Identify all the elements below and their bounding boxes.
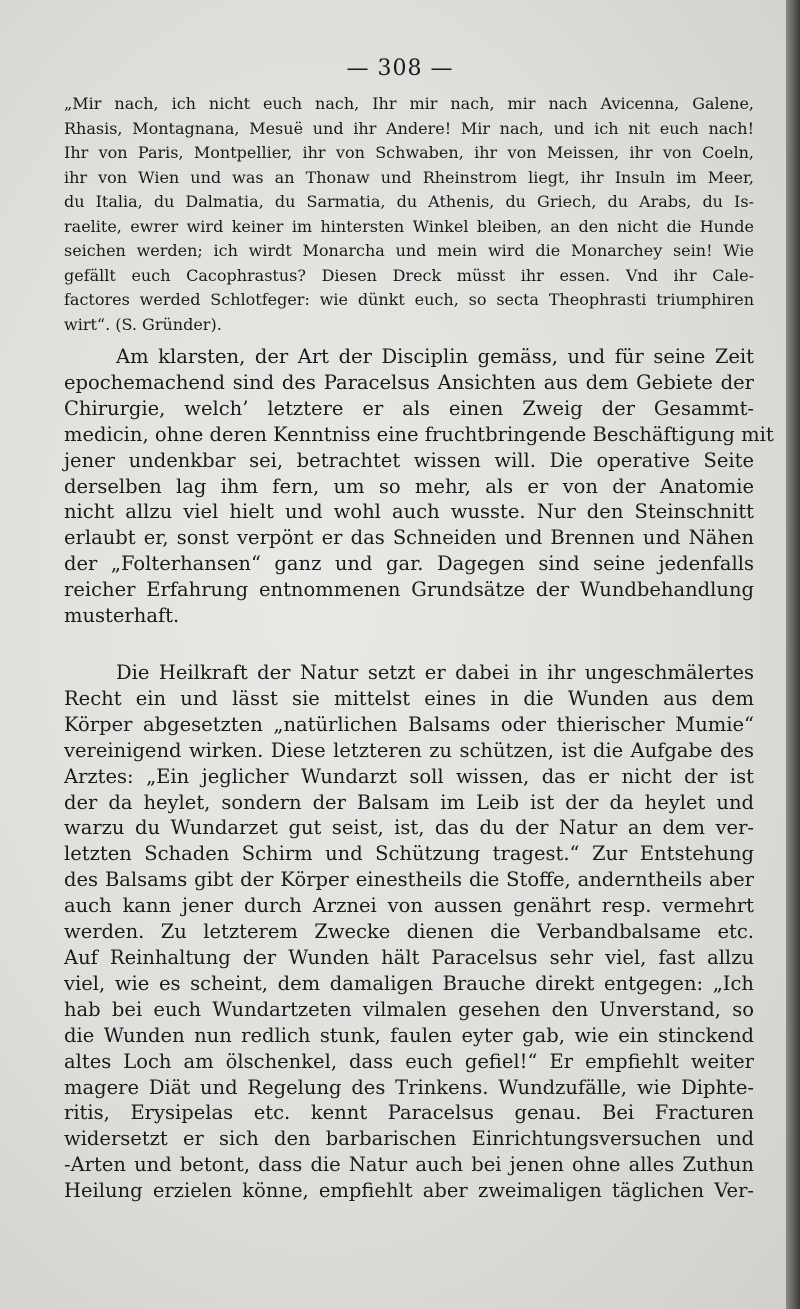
paragraph-line: der da heylet, sondern der Balsam im Leib ist der da heylet und [64,790,754,814]
quote-line: Ihr von Paris, Montpellier, ihr von Schwaben, ihr von Meissen, ihr von Coeln, [64,143,754,162]
paragraph-line: vereinigend wirken. Diese letzteren zu schützen, ist die Aufgabe des [64,738,754,762]
paragraph-line: magere Diät und Regelung des Trinkens. Wundzufälle, wie Diphte- [64,1075,754,1099]
paragraph-line: Recht ein und lässt sie mittelst eines in die Wunden aus dem [64,686,754,710]
paragraph-line: widersetzt er sich den barbarischen Einrichtungsversuchen und [64,1127,754,1151]
paragraph-line: letzten Schaden Schirm und Schützung tragest.“ Zur Entstehung [64,842,754,866]
quote-line: „Mir nach, ich nicht euch nach, Ihr mir nach, mir nach Avicenna, Galene, [64,94,754,113]
paragraph-line: altes Loch am ölschenkel, dass euch gefiel!“ Er empfiehlt weiter [64,1049,754,1073]
paragraph-line: auch kann jener durch Arznei von aussen genährt resp. vermehrt [64,894,754,918]
paragraph-line: -Arten und betont, dass die Natur auch bei jenen ohne alles Zuthun [64,1153,754,1177]
paragraph-line: ritis, Erysipelas etc. kennt Paracelsus genau. Bei Fracturen [64,1101,754,1125]
paragraph-line: der „Folterhansen“ ganz und gar. Dagegen sind seine jedenfalls [64,552,754,576]
quote-line: wirt“. (S. Gründer). [64,314,222,334]
paragraph-line: derselben lag ihm fern, um so mehr, als er von der Anatomie [64,474,754,498]
paragraph-line: musterhaft. [64,604,180,628]
paragraph-line: reicher Erfahrung entnommenen Grundsätze der Wundbehandlung [64,578,754,602]
quote-line: du Italia, du Dalmatia, du Sarmatia, du Athenis, du Griech, du Arabs, du Is- [64,192,754,211]
block-quote [64,92,754,337]
paragraph-line: erlaubt er, sonst verpönt er das Schneiden und Brennen und Nähen [64,526,754,550]
paragraph-line: medicin, ohne deren Kenntniss eine fruchtbringende Beschäftigung mit [64,422,774,446]
quote-line: seichen werden; ich wirdt Monarcha und mein wird die Monarchey sein! Wie [64,241,754,260]
paragraph-line: Heilung erzielen könne, empfiehlt aber zweimaligen täglichen Ver- [64,1179,754,1203]
paragraph-line: Die Heilkraft der Natur setzt er dabei in ihr ungeschmälertes [116,661,754,684]
paragraph-line: werden. Zu letzterem Zwecke dienen die Verbandbalsame etc. [64,920,754,944]
paragraph-line: Körper abgesetzten „natürlichen Balsams oder thierischer Mumie“ [64,712,754,736]
paragraph-line: die Wunden nun redlich stunk, faulen eyter gab, wie ein stinckend [64,1023,754,1047]
paragraph-line: jener undenkbar sei, betrachtet wissen will. Die operative Seite [64,448,754,472]
quote-line: gefällt euch Cacophrastus? Diesen Dreck müsst ihr essen. Vnd ihr Cale- [64,265,754,285]
paragraph-line: Chirurgie, welch’ letztere er als einen Zweig der Gesammt- [64,396,754,420]
quote-line: factores werded Schlotfeger: wie dünkt euch, so secta Theophrasti triumphiren [64,290,754,309]
paragraph-line: viel, wie es scheint, dem damaligen Brauche direkt entgegen: „Ich [64,971,754,995]
paragraph-line: Auf Reinhaltung der Wunden hält Paracelsus sehr viel, fast allzu [64,945,754,969]
page-edge-shadow [786,0,800,1309]
paragraph-line: Am klarsten, der Art der Disciplin gemäss, und für seine Zeit [116,345,754,368]
quote-line: ihr von Wien und was an Thonaw und Rheinstrom liegt, ihr Insuln im Meer, [64,167,754,187]
paragraph-line: Arztes: „Ein jeglicher Wundarzt soll wissen, das er nicht der ist [64,764,754,788]
quote-line: raelite, ewrer wird keiner im hintersten Winkel bleiben, an den nicht die Hunde [64,216,754,236]
paragraph-line: des Balsams gibt der Körper einestheils die Stoffe, anderntheils aber [64,868,754,892]
paragraph-surgery [64,344,774,629]
quote-line: Rhasis, Montagnana, Mesuë und ihr Andere! Mir nach, und ich nit euch nach! [64,118,754,138]
paragraph-line: warzu du Wundarzet gut seist, ist, das du der Natur an dem ver- [64,816,754,840]
paragraph-line: nicht allzu viel hielt und wohl auch wusste. Nur den Steinschnitt [64,500,754,524]
paragraph-line: hab bei euch Wundartzeten vilmalen gesehen den Unverstand, so [64,997,754,1021]
paragraph-healing [64,660,754,1204]
page-number: — 308 — [346,56,454,81]
paragraph-line: epochemachend sind des Paracelsus Ansichten aus dem Gebiete der [64,370,754,394]
